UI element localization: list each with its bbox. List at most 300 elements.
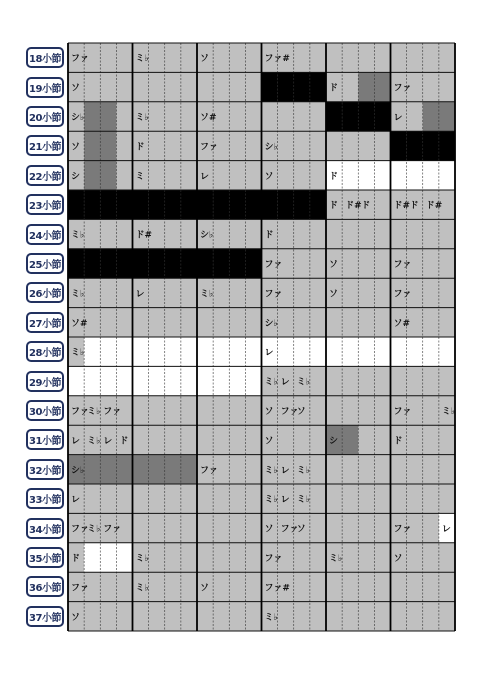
grid-cell xyxy=(197,484,213,513)
grid-cell xyxy=(84,484,100,513)
note-label: ミ♭ xyxy=(71,230,85,241)
grid-cell xyxy=(245,190,261,219)
grid-cell xyxy=(213,513,229,542)
measure-label: 18小節 xyxy=(26,47,64,68)
grid-cell xyxy=(423,425,439,454)
grid-cell xyxy=(310,72,326,101)
note-label: ファ xyxy=(280,524,299,535)
grid-cell xyxy=(149,43,165,72)
grid-cell xyxy=(213,602,229,631)
grid-cell xyxy=(165,190,181,219)
grid-cell xyxy=(310,190,326,219)
measure-label: 27小節 xyxy=(26,312,64,333)
grid-cell xyxy=(358,543,374,572)
grid-cell xyxy=(149,102,165,131)
grid-cell xyxy=(100,337,116,366)
grid-cell xyxy=(165,249,181,278)
measure-label: 26小節 xyxy=(26,282,64,303)
grid-cell xyxy=(197,425,213,454)
grid-cell xyxy=(342,337,358,366)
grid-cell xyxy=(278,425,294,454)
grid-cell xyxy=(439,455,455,484)
grid-cell xyxy=(310,337,326,366)
note-label: ファ xyxy=(103,407,122,417)
grid-cell xyxy=(181,161,197,190)
note-label: ド xyxy=(329,83,339,94)
grid-cell xyxy=(181,425,197,454)
grid-cell xyxy=(407,102,423,131)
grid-cell xyxy=(165,161,181,190)
grid-cell xyxy=(407,131,423,160)
grid-cell xyxy=(374,278,390,307)
grid-cell xyxy=(133,366,149,395)
note-label: シ♭ xyxy=(200,230,214,241)
note-label: ソ# xyxy=(393,318,411,329)
grid-cell xyxy=(181,572,197,601)
grid-cell xyxy=(407,543,423,572)
grid-cell xyxy=(423,72,439,101)
grid-cell xyxy=(229,396,245,425)
grid-cell xyxy=(229,337,245,366)
grid-cell xyxy=(262,190,278,219)
note-label: シ♭ xyxy=(71,465,85,476)
grid-cell xyxy=(149,602,165,631)
grid-cell xyxy=(165,278,181,307)
note-label: レ xyxy=(280,495,290,506)
grid-cell xyxy=(84,455,100,484)
note-label: レ xyxy=(280,465,290,476)
grid-cell xyxy=(197,602,213,631)
grid-cell xyxy=(326,602,342,631)
grid-cell xyxy=(116,72,132,101)
note-label: ファ xyxy=(393,260,412,270)
grid-cell xyxy=(294,102,310,131)
grid-cell xyxy=(149,337,165,366)
grid-cell xyxy=(326,572,342,601)
note-label: ソ xyxy=(264,524,274,535)
grid-cell xyxy=(358,484,374,513)
note-label: ソ xyxy=(200,583,210,594)
grid-cell xyxy=(374,425,390,454)
grid-cell xyxy=(213,308,229,337)
grid-cell xyxy=(229,131,245,160)
grid-cell xyxy=(149,161,165,190)
note-label: シ xyxy=(329,436,339,447)
grid-cell xyxy=(310,602,326,631)
grid-cell xyxy=(181,543,197,572)
grid-cell xyxy=(423,513,439,542)
grid-cell xyxy=(245,455,261,484)
grid-cell xyxy=(133,513,149,542)
grid-cell xyxy=(181,131,197,160)
grid-cell xyxy=(165,543,181,572)
note-label: レ xyxy=(441,524,451,535)
grid-cell xyxy=(391,602,407,631)
grid-cell xyxy=(165,43,181,72)
grid-cell xyxy=(342,102,358,131)
grid-cell xyxy=(181,219,197,248)
grid-cell xyxy=(213,190,229,219)
grid-cell xyxy=(149,425,165,454)
note-label: シ xyxy=(71,171,81,182)
note-label: ミ♭ xyxy=(87,436,101,447)
note-label: ミ♭ xyxy=(87,524,101,535)
grid-cell xyxy=(439,161,455,190)
grid-cell xyxy=(229,190,245,219)
note-label: ミ♭ xyxy=(329,554,343,564)
note-label: ミ♭ xyxy=(264,495,278,506)
grid-cell xyxy=(310,513,326,542)
grid-cell xyxy=(310,366,326,395)
note-label: ソ xyxy=(264,171,274,182)
grid-cell xyxy=(278,308,294,337)
note-label: レ xyxy=(135,289,145,300)
grid-cell xyxy=(358,308,374,337)
grid-cell xyxy=(116,249,132,278)
grid-cell xyxy=(423,43,439,72)
grid-cell xyxy=(278,602,294,631)
grid-cell xyxy=(374,43,390,72)
grid-cell xyxy=(423,602,439,631)
grid-cell xyxy=(294,543,310,572)
grid-cell xyxy=(229,455,245,484)
grid-cell xyxy=(197,366,213,395)
grid-cell xyxy=(133,308,149,337)
note-label: ド xyxy=(71,554,81,564)
note-label: ミ♭ xyxy=(264,612,278,623)
grid-cell xyxy=(133,249,149,278)
grid-cell xyxy=(116,308,132,337)
grid-cell xyxy=(374,337,390,366)
note-label: ミ♭ xyxy=(296,377,310,388)
grid-cell xyxy=(229,161,245,190)
grid-cell xyxy=(342,161,358,190)
grid-cell xyxy=(358,366,374,395)
note-label: ド# xyxy=(393,201,411,212)
grid-cell xyxy=(116,572,132,601)
grid-cell xyxy=(197,396,213,425)
grid-cell xyxy=(278,131,294,160)
grid-cell xyxy=(310,131,326,160)
grid-cell xyxy=(197,543,213,572)
grid-cell xyxy=(84,102,100,131)
grid-cell xyxy=(342,602,358,631)
grid-cell xyxy=(423,131,439,160)
grid-cell xyxy=(229,484,245,513)
grid-cell xyxy=(439,102,455,131)
grid-cell xyxy=(423,219,439,248)
grid-cell xyxy=(84,602,100,631)
grid-cell xyxy=(326,308,342,337)
grid-cell xyxy=(358,72,374,101)
measure-label: 25小節 xyxy=(26,253,64,274)
note-label: ミ♭ xyxy=(200,289,214,300)
grid-cell xyxy=(358,131,374,160)
grid-cell xyxy=(133,455,149,484)
note-label: ミ♭ xyxy=(135,54,149,65)
grid-cell xyxy=(294,337,310,366)
grid-cell xyxy=(116,161,132,190)
grid-cell xyxy=(165,484,181,513)
note-label: レ xyxy=(103,436,113,447)
grid-cell xyxy=(439,484,455,513)
grid-cell xyxy=(294,278,310,307)
grid-cell xyxy=(326,455,342,484)
grid-cell xyxy=(423,102,439,131)
grid-cell xyxy=(342,249,358,278)
grid-cell xyxy=(149,484,165,513)
grid-cell xyxy=(358,43,374,72)
grid-cell xyxy=(100,572,116,601)
grid-cell xyxy=(181,278,197,307)
grid-cell xyxy=(407,455,423,484)
note-label: レ xyxy=(71,436,81,447)
grid-cell xyxy=(374,102,390,131)
grid-cell xyxy=(310,572,326,601)
measure-label: 32小節 xyxy=(26,459,64,480)
grid-cell xyxy=(68,190,84,219)
grid-cell xyxy=(245,161,261,190)
grid-cell xyxy=(116,455,132,484)
note-label: ソ# xyxy=(71,318,88,329)
grid-cell xyxy=(181,484,197,513)
note-label: ソ xyxy=(264,407,274,417)
grid-cell xyxy=(326,131,342,160)
grid-cell xyxy=(165,455,181,484)
grid-cell xyxy=(229,572,245,601)
grid-cell xyxy=(213,249,229,278)
grid-cell xyxy=(149,543,165,572)
grid-cell xyxy=(213,366,229,395)
grid-cell xyxy=(407,484,423,513)
grid-cell xyxy=(423,396,439,425)
note-label: シ♭ xyxy=(264,318,278,329)
grid-cell xyxy=(197,308,213,337)
grid-cell xyxy=(294,249,310,278)
grid-cell xyxy=(100,455,116,484)
grid-cell xyxy=(326,513,342,542)
grid-cell xyxy=(342,543,358,572)
grid-cell xyxy=(278,102,294,131)
grid-cell xyxy=(213,43,229,72)
grid-cell xyxy=(391,219,407,248)
grid-cell xyxy=(165,366,181,395)
grid-cell xyxy=(423,572,439,601)
grid-cell xyxy=(342,513,358,542)
grid-cell xyxy=(439,72,455,101)
grid-cell xyxy=(245,278,261,307)
grid-cell xyxy=(197,190,213,219)
grid-cell xyxy=(439,219,455,248)
grid-cell xyxy=(294,131,310,160)
grid-cell xyxy=(294,72,310,101)
grid-cell xyxy=(439,131,455,160)
grid-cell xyxy=(229,366,245,395)
note-label: ファ xyxy=(71,524,89,535)
grid-cell xyxy=(165,102,181,131)
note-label: ファ xyxy=(393,524,412,535)
grid-cell xyxy=(100,308,116,337)
note-label: ド# xyxy=(425,201,443,212)
grid-cell xyxy=(245,308,261,337)
grid-cell xyxy=(374,366,390,395)
note-label: レ xyxy=(71,495,81,506)
note-label: ミ♭ xyxy=(264,377,278,388)
grid-cell xyxy=(84,161,100,190)
grid-cell xyxy=(181,602,197,631)
grid-cell xyxy=(84,366,100,395)
measure-label: 36小節 xyxy=(26,576,64,597)
grid-cell xyxy=(407,43,423,72)
note-label: シ♭ xyxy=(264,142,278,153)
grid-cell xyxy=(407,572,423,601)
note-label: レ xyxy=(264,348,274,359)
note-label: ソ xyxy=(71,83,81,94)
note-label: ミ♭ xyxy=(296,495,310,506)
note-label: ソ xyxy=(264,436,274,447)
grid-cell xyxy=(165,572,181,601)
grid-cell xyxy=(133,484,149,513)
grid-cell xyxy=(310,219,326,248)
grid-cell xyxy=(294,602,310,631)
grid-cell xyxy=(391,337,407,366)
grid-cell xyxy=(245,484,261,513)
note-label: ファ xyxy=(393,83,412,94)
grid-cell xyxy=(68,249,84,278)
measure-label: 28小節 xyxy=(26,341,64,362)
grid-cell xyxy=(262,72,278,101)
grid-cell xyxy=(181,72,197,101)
note-label: ソ xyxy=(71,612,81,623)
grid-cell xyxy=(165,425,181,454)
grid-cell xyxy=(100,72,116,101)
grid-cell xyxy=(374,602,390,631)
note-label: レ xyxy=(280,377,290,388)
grid-cell xyxy=(197,72,213,101)
note-label: ファ xyxy=(393,289,412,300)
grid-cell xyxy=(423,161,439,190)
grid-cell xyxy=(374,396,390,425)
grid-cell xyxy=(439,278,455,307)
grid-cell xyxy=(342,43,358,72)
grid-cell xyxy=(100,161,116,190)
grid-cell xyxy=(245,102,261,131)
grid-cell xyxy=(374,161,390,190)
measure-label: 33小節 xyxy=(26,488,64,509)
measure-label: 29小節 xyxy=(26,371,64,392)
grid-cell xyxy=(213,484,229,513)
grid-cell xyxy=(342,425,358,454)
grid-cell xyxy=(68,366,84,395)
grid-cell xyxy=(326,337,342,366)
grid-cell xyxy=(245,219,261,248)
grid-cell xyxy=(391,366,407,395)
grid-cell xyxy=(181,249,197,278)
measure-label: 30小節 xyxy=(26,400,64,421)
grid-cell xyxy=(116,190,132,219)
grid-cell xyxy=(439,308,455,337)
note-label: ファ xyxy=(264,260,283,270)
grid-cell xyxy=(149,72,165,101)
grid-cell xyxy=(310,543,326,572)
grid-cell xyxy=(100,602,116,631)
grid-cell xyxy=(278,190,294,219)
note-label: ド xyxy=(329,171,339,182)
grid-cell xyxy=(245,366,261,395)
grid-cell xyxy=(342,572,358,601)
grid-cell xyxy=(358,278,374,307)
note-label: シ♭ xyxy=(71,113,85,123)
grid-cell xyxy=(213,161,229,190)
grid-cell xyxy=(84,219,100,248)
grid-cell xyxy=(407,219,423,248)
grid-cell xyxy=(294,572,310,601)
grid-cell xyxy=(213,396,229,425)
note-label: レ xyxy=(200,171,210,182)
note-label: ファ xyxy=(280,407,299,417)
grid-cell xyxy=(116,219,132,248)
grid-cell xyxy=(100,131,116,160)
grid-cell xyxy=(116,543,132,572)
note-label: ファ xyxy=(264,554,283,564)
grid-cell xyxy=(181,190,197,219)
grid-cell xyxy=(116,278,132,307)
grid-cell xyxy=(229,278,245,307)
grid-cell xyxy=(391,161,407,190)
grid-cell xyxy=(100,484,116,513)
grid-cell xyxy=(310,308,326,337)
grid-cell xyxy=(181,455,197,484)
grid-cell xyxy=(358,425,374,454)
measure-label: 34小節 xyxy=(26,518,64,539)
grid-cell xyxy=(423,455,439,484)
note-label: ソ xyxy=(393,554,403,564)
note-label: ファ xyxy=(71,407,89,417)
grid-cell xyxy=(262,102,278,131)
grid-cell xyxy=(358,396,374,425)
grid-cell xyxy=(100,102,116,131)
grid-cell xyxy=(342,131,358,160)
grid-cell xyxy=(133,396,149,425)
grid-cell xyxy=(84,278,100,307)
grid-cell xyxy=(374,513,390,542)
grid-cell xyxy=(391,572,407,601)
grid-cell xyxy=(116,602,132,631)
measure-label: 37小節 xyxy=(26,606,64,627)
note-label: ソ xyxy=(296,524,306,535)
grid-cell xyxy=(213,543,229,572)
measure-label: 22小節 xyxy=(26,165,64,186)
grid-cell xyxy=(294,43,310,72)
grid-cell xyxy=(278,219,294,248)
grid-cell xyxy=(374,219,390,248)
grid-cell xyxy=(278,72,294,101)
grid-cell xyxy=(391,455,407,484)
grid-cell xyxy=(133,72,149,101)
grid-cell xyxy=(310,102,326,131)
grid-cell xyxy=(326,396,342,425)
grid-cell xyxy=(181,337,197,366)
grid-cell xyxy=(245,43,261,72)
grid-cell xyxy=(229,543,245,572)
grid-cell xyxy=(165,602,181,631)
grid-cell xyxy=(213,72,229,101)
note-label: ソ xyxy=(200,54,210,65)
grid-cell xyxy=(358,602,374,631)
grid-cell xyxy=(326,102,342,131)
note-label: ミ♭ xyxy=(264,465,278,476)
note-label: ファ xyxy=(200,465,218,476)
